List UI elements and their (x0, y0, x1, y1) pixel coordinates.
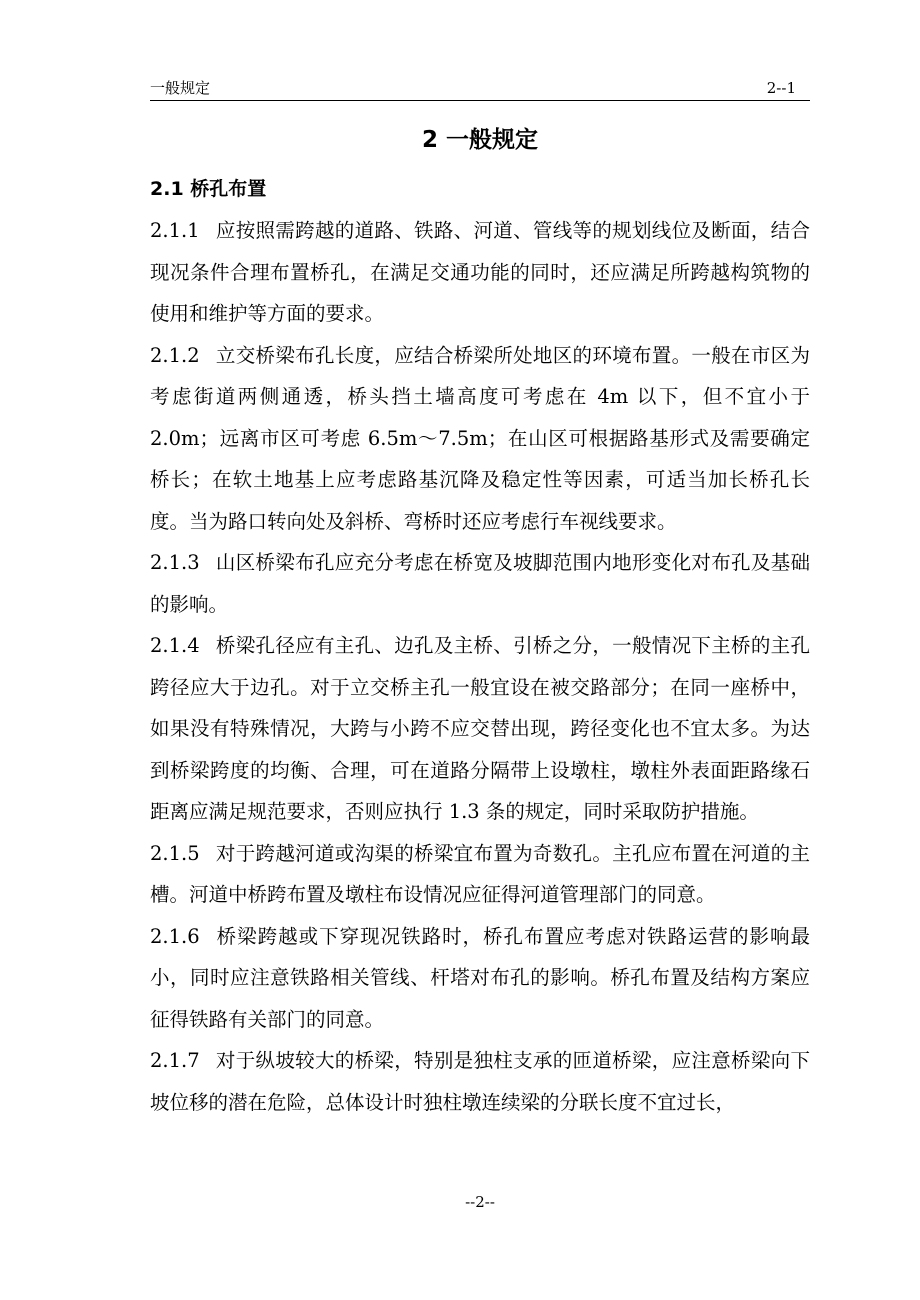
clause-text: 对于跨越河道或沟渠的桥梁宜布置为奇数孔。主孔应布置在河道的主槽。河道中桥跨布置及墩柱布设情况应征得河道管理部门的同意。 (150, 841, 810, 906)
body-text (150, 210, 810, 1123)
clause-number: 2.1.5 (150, 841, 200, 865)
clause-text: 立交桥梁布孔长度，应结合桥梁所处地区的环境布置。一般在市区为考虑街道两侧通透，桥头挡土墙高度可考虑在 4m 以下，但不宜小于 2.0m；远离市区可考虑 6.5m～7.5m；在山区可根据路基形式及需要确定桥长；在软土地基上应考虑路基沉降及稳定性等因素，可适当加长桥孔长度。当为路口转向处及斜桥、弯桥时还应考虑行车视线要求。 (150, 343, 810, 533)
section-heading: 2.1 桥孔布置 (150, 178, 267, 200)
clause-2-1-7 (150, 1040, 810, 1123)
clause-number: 2.1.2 (150, 343, 200, 367)
clause-text: 山区桥梁布孔应充分考虑在桥宽及坡脚范围内地形变化对布孔及基础的影响。 (150, 551, 810, 616)
clause-number: 2.1.3 (150, 551, 200, 574)
clause-text: 应按照需跨越的道路、铁路、河道、管线等的规划线位及断面，结合现况条件合理布置桥孔，在满足交通功能的同时，还应满足所跨越构筑物的使用和维护等方面的要求。 (150, 219, 810, 325)
header-page-ref: 2--1 (766, 79, 796, 97)
clause-number: 2.1.6 (150, 924, 200, 948)
clause-2-1-5 (150, 833, 810, 916)
clause-2-1-2 (150, 335, 810, 543)
page-number: --2-- (465, 1193, 495, 1211)
header-divider (150, 100, 810, 101)
clause-number: 2.1.7 (150, 1049, 200, 1072)
clause-text: 桥梁跨越或下穿现况铁路时，桥孔布置应考虑对铁路运营的影响最小，同时应注意铁路相关管线、杆塔对布孔的影响。桥孔布置及结构方案应征得铁路有关部门的同意。 (150, 924, 810, 1031)
clause-2-1-1 (150, 210, 810, 335)
clause-number: 2.1.4 (150, 634, 200, 657)
clause-number: 2.1.1 (150, 219, 200, 242)
clause-text: 对于纵坡较大的桥梁，特别是独柱支承的匝道桥梁，应注意桥梁向下坡位移的潜在危险，总体设计时独柱墩连续梁的分联长度不宜过长， (150, 1049, 810, 1114)
clause-2-1-6 (150, 916, 810, 1041)
header-section-name: 一般规定 (150, 79, 211, 97)
running-header (150, 76, 810, 100)
clause-text: 桥梁孔径应有主孔、边孔及主桥、引桥之分，一般情况下主桥的主孔跨径应大于边孔。对于立交桥主孔一般宜设在被交路部分；在同一座桥中，如果没有特殊情况，大跨与小跨不应交替出现，跨径变化也不宜太多。为达到桥梁跨度的均衡、合理，可在道路分隔带上设墩柱，墩柱外表面距路缘石距离应满足规范要求，否则应执行 1.3 条的规定，同时采取防护措施。 (150, 634, 810, 823)
clause-2-1-4 (150, 625, 810, 833)
chapter-title: 2 一般规定 (421, 127, 538, 153)
clause-2-1-3 (150, 542, 810, 625)
